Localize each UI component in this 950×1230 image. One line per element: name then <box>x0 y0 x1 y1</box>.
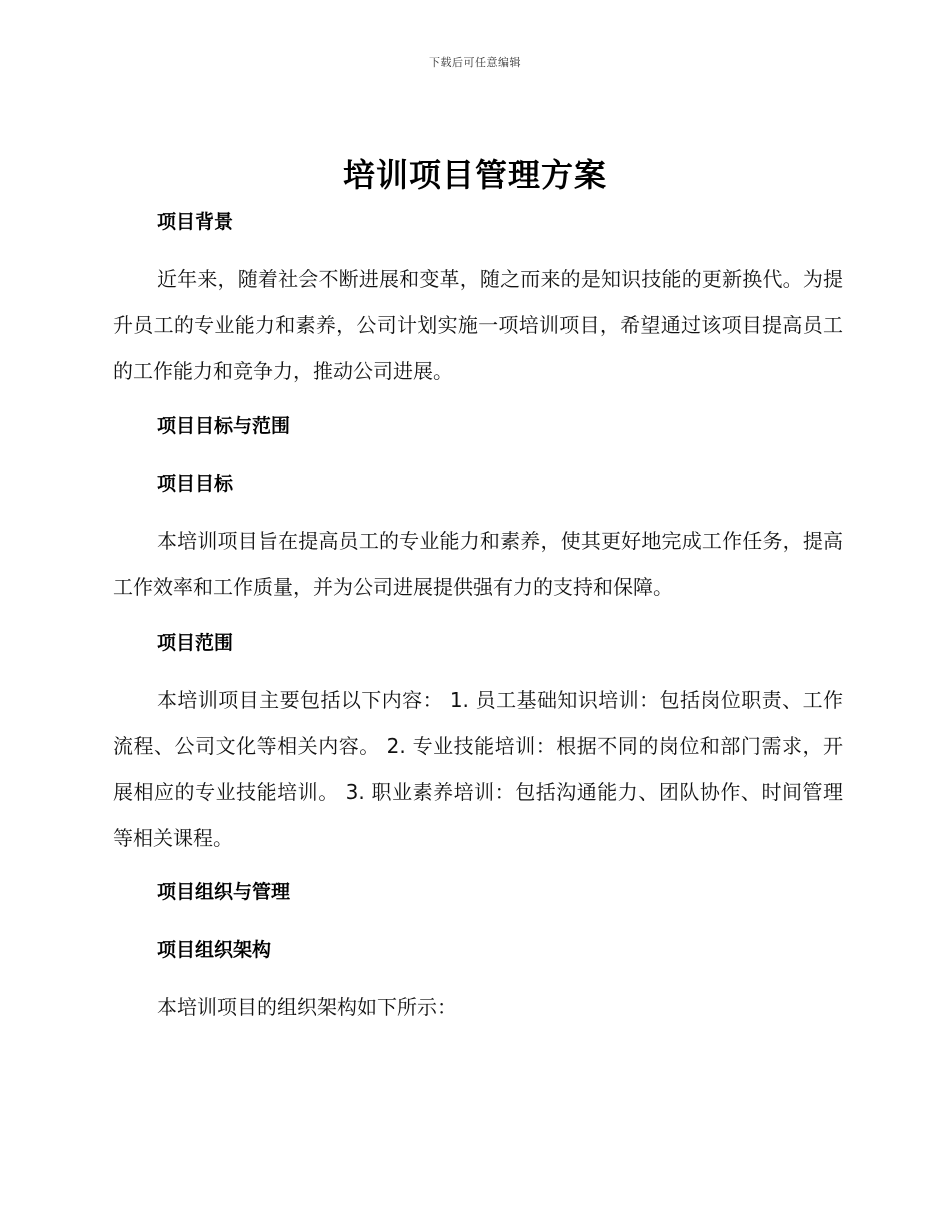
section-heading-org-mgmt: 项目组织与管理 <box>157 881 291 903</box>
paragraph-goals: 本培训项目旨在提高员工的专业能力和素养，使其更好地完成工作任务，提高工作效率和工作质量，并为公司进展提供强有力的支持和保障。 <box>113 529 843 599</box>
section-heading-goals: 项目目标 <box>157 473 234 495</box>
section-heading-goals-scope: 项目目标与范围 <box>157 415 291 437</box>
section-heading-org-structure: 项目组织架构 <box>157 939 272 961</box>
paragraph-org-structure: 本培训项目的组织架构如下所示： <box>157 995 457 1019</box>
page-header-note: 下载后可任意编辑 <box>429 56 521 69</box>
section-heading-scope: 项目范围 <box>157 632 234 654</box>
document-title: 培训项目管理方案 <box>342 156 607 194</box>
paragraph-background: 近年来，随着社会不断进展和变革，随之而来的是知识技能的更新换代。为提升员工的专业能力和素养，公司计划实施一项培训项目，希望通过该项目提高员工的工作能力和竞争力，推动公司进展。 <box>113 267 843 383</box>
section-heading-background: 项目背景 <box>157 211 234 233</box>
paragraph-scope: 本培训项目主要包括以下内容： 1. 员工基础知识培训：包括岗位职责、工作流程、公司文化等相关内容。 2. 专业技能培训：根据不同的岗位和部门需求，开展相应的专业技能培训。 3. 职业素养培训：包括沟通能力、团队协作、时间管理等相关课程。 <box>113 688 843 850</box>
